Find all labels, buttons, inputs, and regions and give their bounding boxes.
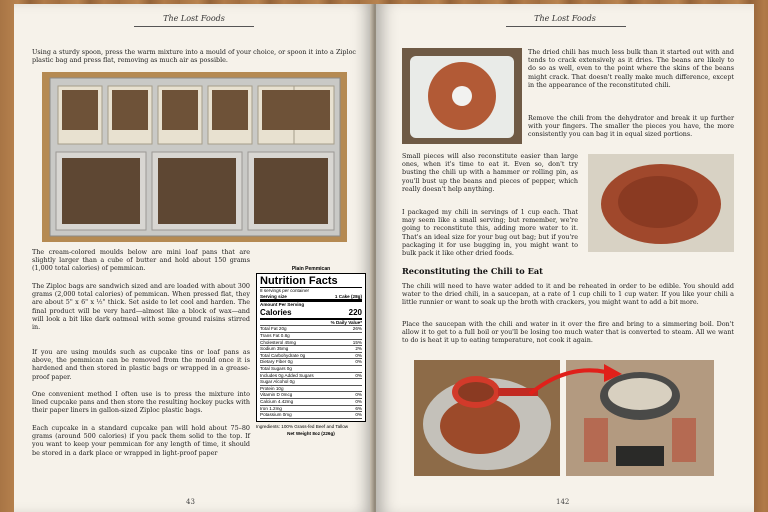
nutrition-row-value: 26% xyxy=(352,326,362,332)
nutrition-row-label: Protein 10g xyxy=(260,385,284,391)
nutrition-row-value: 15% xyxy=(352,339,362,345)
nutrition-row xyxy=(260,373,362,380)
nutrition-row xyxy=(260,353,362,360)
right-page xyxy=(376,4,754,512)
nutrition-row xyxy=(260,386,362,393)
left-page-number: 43 xyxy=(186,498,195,506)
nutrition-row-label: Total Carbohydrate 0g xyxy=(260,352,306,358)
header-ornament-rule xyxy=(134,26,254,27)
nutrition-row-label: Total Fat 20g xyxy=(260,326,287,332)
right-para-5: The chili will need to have water added to it and be reheated in order to be edible. You should add water to the dried chili, in a saucepan, at a rate of 1 cup chili to 1 cup water. If you like your chili a little runnier or want to soak up the broth with crackers, you might want to add a bit more. xyxy=(402,282,734,307)
nutrition-row-value: 0% xyxy=(355,392,362,398)
nutrition-row xyxy=(260,392,362,399)
red-arrow-icon xyxy=(526,360,626,400)
nutrition-row xyxy=(260,366,362,373)
left-para-5: One convenient method I often use is to press the mixture into lined cupcake pans and then store the resulting hockey pucks with their paper liners in gallon-sized Ziploc plastic bags. xyxy=(32,390,250,415)
net-weight-text: Net Weight 8oz (226g) xyxy=(287,431,335,437)
nutrition-row-value: 6% xyxy=(355,405,362,411)
left-para-2: The cream-colored moulds below are mini loaf pans that are slightly larger than a cube of butter and hold about 150 grams (1,000 total calories) of pemmican. xyxy=(32,248,250,273)
nutrition-row-value: 0% xyxy=(355,352,362,358)
nutrition-row-value: 0% xyxy=(355,359,362,365)
nutrition-row-value: 0% xyxy=(355,372,362,378)
dehydrator-tray-photo xyxy=(402,48,522,144)
broken-chili-photo xyxy=(588,154,734,252)
right-para-2: Remove the chili from the dehydrator and break it up further with your fingers. The smaller the pieces you have, the more consistently you can bag it in equal sized portions. xyxy=(528,114,734,139)
serving-size-value: 1 Cake (28g) xyxy=(334,293,362,299)
nutrition-row xyxy=(260,406,362,413)
nutrition-row-label: Potassium 0mg xyxy=(260,412,292,418)
header-ornament-rule xyxy=(506,26,626,27)
nutrition-row-label: Trans Fat 0.8g xyxy=(260,332,290,338)
nutrition-row-label: Sugar Alcohol 0g xyxy=(260,379,295,385)
left-page-header: The Lost Foods xyxy=(163,14,225,23)
right-para-3: Small pieces will also reconstitute easier than large ones, when it's time to eat it. Even so, don't try busting the chili up with a hammer or rolling pin, as you'll bust up the beans and pieces of pepper, which really doesn't help anything. xyxy=(402,152,578,193)
nutrition-row-label: Includes 0g Added Sugars xyxy=(260,372,314,378)
daily-value-label: % Daily Value* xyxy=(330,319,362,325)
left-para-1: Using a sturdy spoon, press the warm mixture into a mould of your choice, or spoon it into a Ziploc plastic bag and press flat, removing as much air as possible. xyxy=(32,48,356,65)
left-para-3: The Ziploc bags are sandwich sized and are loaded with about 300 grams (2,000 total calories) of pemmican. When pressed flat, they are about 5" x 6" x ½" thick. Set aside to let cool and harden. The final product will be very hard—almost like a block of wax—and will look a bit like dark oatmeal with some ground raisins stirred in. xyxy=(32,282,250,332)
right-para-4: I packaged my chili in servings of 1 cup each. That may seem like a small serving; but remember, we're going to reconstitute this, adding more water to it. That's an ideal size for your bug out bag; but if you're packaging it for use bugging in, you might want to bulk pack it like other dried foods. xyxy=(402,208,578,258)
nutrition-row-value: 2% xyxy=(355,346,362,352)
nutrition-row-label: Calcium 4.42mg xyxy=(260,398,294,404)
left-page xyxy=(14,4,374,512)
nutrition-row xyxy=(260,359,362,366)
left-para-4: If you are using moulds such as cupcake tins or loaf pans as above, the pemmican can be removed from the mould once it is hardened and then stored in plastic bags or wrapped in a grease-proof paper. xyxy=(32,348,250,381)
nutrition-row xyxy=(260,340,362,347)
calories-value: 220 xyxy=(348,307,362,317)
nutrition-row-label: Sodium 35mg xyxy=(260,346,289,352)
right-para-1: The dried chili has much less bulk than it started out with and tends to crack extensively as it dries. The beans are likely to do so as well, even to the point where the skins of the beans might crack. That doesn't really make much difference, except in the appearance of the reconstituted chili. xyxy=(528,48,734,89)
nutrition-caption: Plain Pemmican xyxy=(291,266,331,272)
nutrition-title: Nutrition Facts xyxy=(260,276,362,288)
left-para-6: Each cupcake in a standard cupcake pan will hold about 75–80 grams (around 500 calories) if you pack them solid to the top. If you want to keep your pemmican for any length of time, it should be stored in a dark place or wrapped in light-proof paper xyxy=(32,424,250,457)
nutrition-row-value: 0% xyxy=(355,412,362,418)
open-book xyxy=(14,4,754,512)
section-heading: Reconstituting the Chili to Eat xyxy=(402,266,543,276)
nutrition-rows xyxy=(260,326,362,418)
nutrition-row xyxy=(260,333,362,340)
nutrition-row xyxy=(260,379,362,386)
nutrition-row xyxy=(260,412,362,419)
nutrition-facts-label xyxy=(256,266,366,436)
right-para-6: Place the saucepan with the chili and water in it over the fire and bring to a simmering boil. Don't allow it to get to a full boil or you'll be losing too much water that is converted to steam. All we want to do is heat it up to eating temperature, not cook it again. xyxy=(402,320,734,345)
nutrition-row-label: Vitamin D 0mcg xyxy=(260,392,293,398)
right-page-number: 142 xyxy=(556,498,570,506)
nutrition-row xyxy=(260,346,362,353)
serving-size-label: Serving size xyxy=(260,293,287,299)
ingredients-text: Ingredients: 100% Grass-fed Beef and Tallow xyxy=(256,423,349,429)
nutrition-row-label: Iron 1.2mg xyxy=(260,405,282,411)
nutrition-row xyxy=(260,399,362,406)
nutrition-row-label: Total Sugars 0g xyxy=(260,365,292,371)
servings-text: 8 servings per container xyxy=(260,288,310,293)
right-page-header: The Lost Foods xyxy=(534,14,596,23)
nutrition-row-value: 0% xyxy=(355,398,362,404)
nutrition-row xyxy=(260,326,362,333)
nutrition-row-label: Dietary Fiber 0g xyxy=(260,359,293,365)
nutrition-row-label: Cholesterol 45mg xyxy=(260,339,297,345)
amount-per-serving: Amount Per Serving xyxy=(260,302,305,308)
calories-label: Calories xyxy=(260,307,292,317)
pemmican-moulds-photo xyxy=(42,72,347,242)
